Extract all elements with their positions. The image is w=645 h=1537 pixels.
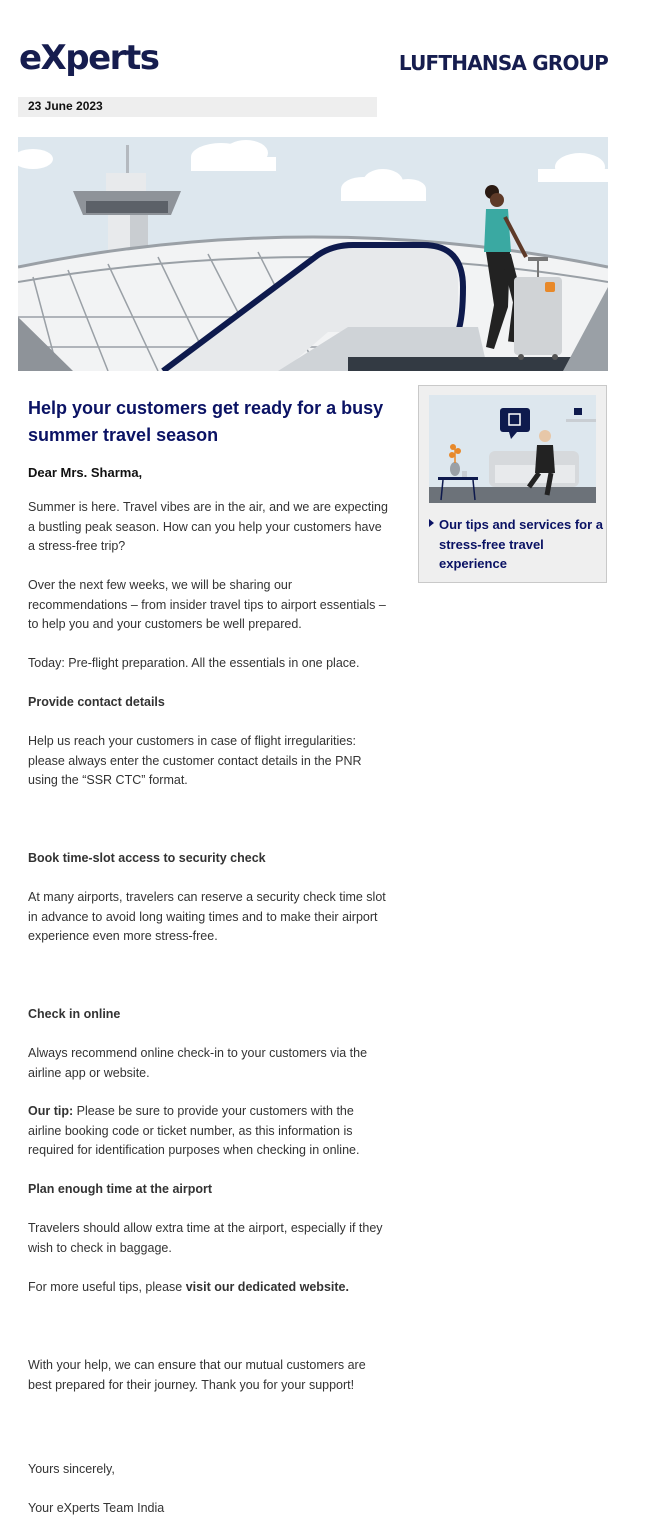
logo-lufthansa-group[interactable]: LUFTHANSA GROUP bbox=[398, 51, 608, 75]
greeting: Dear Mrs. Sharma, bbox=[28, 465, 143, 480]
logo-experts[interactable]: eXperts bbox=[19, 38, 159, 78]
more-tips-text: For more useful tips, please bbox=[28, 1280, 186, 1294]
article-title-block bbox=[28, 395, 390, 449]
sidebar-image[interactable] bbox=[429, 395, 596, 503]
hero-illustration bbox=[18, 137, 608, 371]
hero-image[interactable] bbox=[18, 137, 608, 371]
closing-paragraph: With your help, we can ensure that our mutual customers are best prepared for their journey. Thank you for your support! bbox=[28, 1358, 366, 1392]
sidebar-link-text[interactable]: Our tips and services for a stress-free travel experience bbox=[439, 517, 604, 571]
section-body-contact: Help us reach your customers in case of flight irregularities: please always enter the customer contact details in the PNR using the “SSR CTC” format. bbox=[28, 734, 362, 787]
intro-paragraph-3: Today: Pre-flight preparation. All the essentials in one place. bbox=[28, 656, 360, 670]
section-body-checkin: Always recommend online check-in to your customers via the airline app or website. bbox=[28, 1046, 368, 1080]
section-heading-checkin: Check in online bbox=[28, 1007, 121, 1021]
section-body-security: At many airports, travelers can reserve a security check time slot in advance to avoid long waiting times and to make their airport experience even more stress-free. bbox=[28, 890, 386, 943]
intro-paragraph-1: Summer is here. Travel vibes are in the air, and we are expecting a bustling peak season. How can you help your customers have a stress-free trip? bbox=[28, 500, 388, 553]
sidebar-teaser[interactable] bbox=[418, 385, 607, 583]
tip-label: Our tip: bbox=[28, 1104, 74, 1118]
more-tips-paragraph bbox=[28, 1278, 390, 1298]
caret-right-icon bbox=[429, 519, 434, 527]
dedicated-website-link[interactable]: visit our dedicated website. bbox=[185, 1280, 349, 1294]
newsletter-date: 23 June 2023 bbox=[28, 99, 103, 113]
tip-body: Please be sure to provide your customers with the airline booking code or ticket number, as this information is required for identification purposes when checking in online. bbox=[28, 1104, 360, 1157]
section-body-time: Travelers should allow extra time at the airport, especially if they wish to check in baggage. bbox=[28, 1221, 383, 1255]
date-bar bbox=[18, 97, 377, 117]
signature: Your eXperts Team India bbox=[28, 1501, 165, 1515]
section-heading-contact: Provide contact details bbox=[28, 695, 165, 709]
signoff: Yours sincerely, bbox=[28, 1462, 115, 1476]
section-heading-security: Book time-slot access to security check bbox=[28, 851, 266, 865]
lounge-illustration bbox=[429, 395, 596, 503]
intro-paragraph-2: Over the next few weeks, we will be sharing our recommendations – from insider travel tips to airport essentials – to help you and your customers be well prepared. bbox=[28, 578, 386, 631]
tip-paragraph bbox=[28, 1102, 390, 1161]
article-headline: Help your customers get ready for a busy summer travel season bbox=[28, 398, 384, 445]
section-heading-time: Plan enough time at the airport bbox=[28, 1182, 213, 1196]
